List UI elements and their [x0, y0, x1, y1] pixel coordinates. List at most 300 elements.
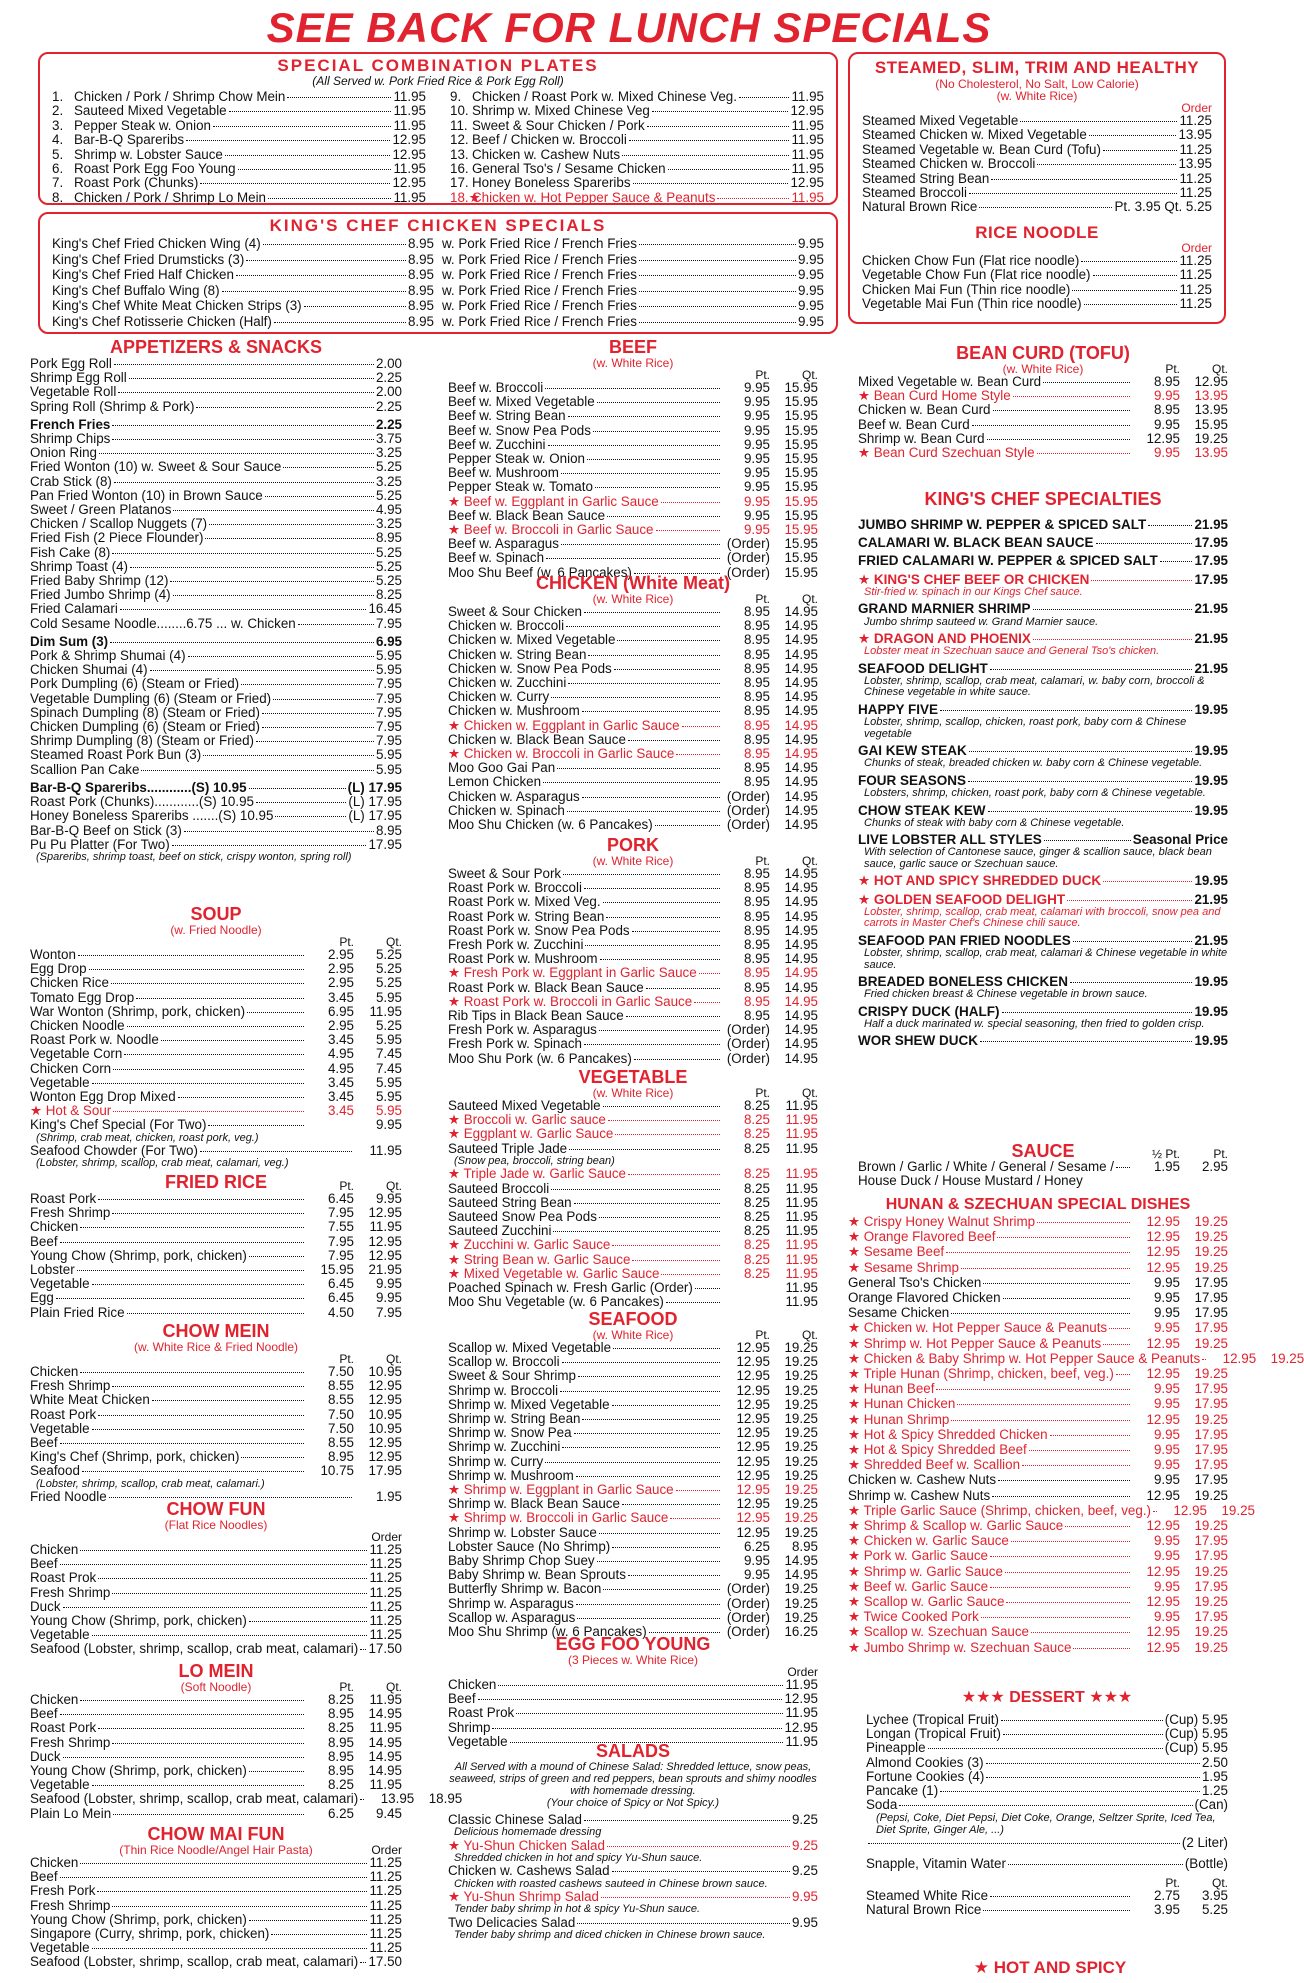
- list-item: [448, 966, 818, 980]
- kings-chicken-list: [48, 235, 828, 331]
- dot-leader: [1044, 840, 1131, 841]
- item-name: Pan Fried Wonton (10) in Brown Sauce: [30, 487, 263, 503]
- list-item: [30, 1955, 402, 1969]
- list-item: [30, 1291, 402, 1305]
- item-name: Bar-B-Q Beef on Stick (3): [30, 822, 182, 838]
- item-name: Beef / Chicken w. Broccoli: [472, 132, 627, 148]
- dot-leader: [543, 782, 720, 783]
- list-item: [450, 191, 824, 205]
- dot-leader: [998, 1480, 1130, 1481]
- item-base: [52, 267, 434, 283]
- kings-soup-note: (Shrimp, crab meat, chicken, roast pork, veg.): [36, 1131, 259, 1144]
- item-price: 7.95: [375, 690, 402, 706]
- item-price-qt: 21.95: [368, 1262, 402, 1278]
- dot-leader: [983, 1283, 1130, 1284]
- dot-leader: [56, 1298, 304, 1299]
- dot-leader: [1033, 639, 1193, 640]
- item-name: ★ HOT AND SPICY SHREDDED DUCK: [858, 873, 1102, 889]
- item-price-pt: 8.95: [743, 774, 770, 790]
- item-price-qt: 15.95: [784, 536, 818, 552]
- list-item: [448, 1355, 818, 1369]
- pork-pt-header: Pt.: [755, 854, 770, 868]
- item-price-qt: 14.95: [784, 632, 818, 648]
- dot-leader: [647, 126, 790, 127]
- item-price: 2.25: [375, 416, 402, 432]
- dot-leader: [987, 439, 1130, 440]
- item-price-pt: 8.95: [743, 908, 770, 924]
- dot-leader: [1073, 941, 1193, 942]
- specialty-item: [858, 553, 1228, 568]
- item-price-pt: 9.95: [1153, 1426, 1180, 1442]
- item-price: 8.95: [407, 251, 434, 267]
- list-item: [448, 1253, 818, 1267]
- item-price-pt: 9.95: [1153, 445, 1180, 461]
- list-item: [30, 1856, 402, 1870]
- item-price-pt: 8.25: [743, 1126, 770, 1142]
- item-price-qt: 5.95: [375, 1103, 402, 1119]
- item-price-qt: 14.95: [784, 788, 818, 804]
- combination-plates-subtitle: (All Served w. Pork Fried Rice & Pork Egg Roll): [312, 74, 564, 88]
- item-name: ★ Triple Garlic Sauce (Shrimp, chicken, beef, veg.): [848, 1502, 1151, 1518]
- list-item: [848, 1457, 1228, 1472]
- item-price-pt: 8.95: [743, 993, 770, 1009]
- list-item: [30, 560, 402, 574]
- item-name: SEAFOOD DELIGHT: [858, 660, 988, 676]
- dot-leader: [670, 1518, 720, 1519]
- list-item: [448, 952, 818, 966]
- item-name: Vegetable Chow Fun (Flat rice noodle): [862, 267, 1091, 283]
- item-price-qt: 14.95: [784, 866, 818, 881]
- item-price: 21.95: [1194, 601, 1228, 617]
- item-base: [52, 236, 434, 252]
- item-price-qt: 12.95: [368, 1392, 402, 1408]
- item-price: 6.95: [375, 633, 402, 649]
- item-price-qt: 14.95: [784, 774, 818, 790]
- pupu-note: (Spareribs, shrimp toast, beef on stick, crispy wonton, spring roll): [36, 850, 352, 863]
- item-name: War Wonton (Shrimp, pork, chicken): [30, 1003, 246, 1019]
- item-with: [442, 298, 824, 314]
- item-name: Poached Spinach w. Fresh Garlic (Order): [448, 1279, 693, 1295]
- soup-list: [30, 948, 402, 1133]
- item-price-qt: 14.95: [784, 1553, 818, 1569]
- item-name: King's Chef Rotisserie Chicken (Half): [52, 313, 272, 329]
- item-price-qt: 19.25: [1270, 1350, 1304, 1366]
- list-item: [30, 781, 402, 795]
- item-base: [52, 252, 434, 268]
- item-name: Shrimp Dumpling (8) (Steam or Fried): [30, 733, 254, 749]
- dot-leader: [186, 140, 390, 141]
- item-price: 11.95: [393, 89, 426, 104]
- item-price-pt: 9.95: [743, 422, 770, 438]
- item-price-qt: 14.95: [784, 1036, 818, 1052]
- item-price-qt: 16.25: [784, 1624, 818, 1640]
- list-item: [858, 873, 1228, 888]
- item-name: Honey Boneless Spareribs: [472, 175, 631, 191]
- list-item: [448, 605, 818, 619]
- dot-leader: [639, 291, 796, 292]
- item-name: Chicken: [30, 1855, 79, 1870]
- list-item: [866, 1903, 1228, 1917]
- kings-specialties-section: [858, 490, 1228, 1052]
- item-name: Beef: [30, 1706, 58, 1722]
- item-price-pt: 12.95: [736, 1482, 770, 1498]
- item-name: Pineapple: [866, 1740, 926, 1756]
- list-item: [866, 1798, 1228, 1812]
- pork-list: [448, 867, 818, 1066]
- rice-noodle-title: RICE NOODLE: [975, 222, 1099, 242]
- item-name: LIVE LOBSTER ALL STYLES: [858, 832, 1042, 848]
- item-description: Chunks of steak, breaded chicken w. baby corn & Chinese vegetable.: [864, 757, 1203, 770]
- item-name: Two Delicacies Salad: [448, 1914, 576, 1930]
- list-item: [448, 1210, 818, 1224]
- list-item: [448, 1224, 818, 1238]
- dot-leader: [588, 655, 720, 656]
- item-price-pt: 12.95: [736, 1425, 770, 1441]
- list-item: [450, 176, 824, 190]
- item-price: 21.95: [1194, 932, 1228, 948]
- item-name: Beef w. Black Bean Sauce: [448, 507, 606, 523]
- item-name: Chicken w. Cashew Nuts: [472, 146, 621, 162]
- list-item: [52, 162, 426, 176]
- list-item: [448, 395, 818, 409]
- list-item: [866, 1836, 1228, 1850]
- item-name: Chicken w. Curry: [448, 689, 550, 705]
- dot-leader: [584, 888, 720, 889]
- item-price-pt: 9.95: [743, 408, 770, 424]
- dot-leader: [80, 1700, 304, 1701]
- dot-leader: [986, 1763, 1200, 1764]
- item-price-pt: 8.95: [743, 880, 770, 896]
- list-item: [30, 824, 402, 838]
- list-item: [448, 1341, 818, 1355]
- dot-leader: [249, 1256, 304, 1257]
- dot-leader: [595, 487, 720, 488]
- item-name: Beef: [30, 1556, 58, 1572]
- item-price-qt: 12.95: [368, 1247, 402, 1263]
- item-description: Chunks of steak with baby corn & Chinese vegetable.: [864, 816, 1125, 829]
- item-price-qt: 5.25: [375, 947, 402, 962]
- item-price: 5.25: [375, 544, 402, 560]
- sauce-section: [858, 1142, 1228, 1188]
- sauce-pt-price: 2.95: [1201, 1159, 1228, 1174]
- list-item: [448, 1469, 818, 1483]
- list-item: [866, 1727, 1228, 1741]
- item-with-price: 9.95: [797, 282, 824, 298]
- item-name: Sweet & Sour Shrimp: [448, 1368, 577, 1384]
- item-price: 9.25: [791, 1837, 818, 1853]
- dot-leader: [60, 1443, 304, 1444]
- item-name: ★ Beef w. Garlic Sauce: [848, 1578, 989, 1594]
- item-name: Moo Shu Beef (w. 6 Pancakes): [448, 564, 632, 580]
- item-price-pt: 12.95: [1146, 1335, 1180, 1351]
- item-price-pt: (Order): [726, 817, 770, 833]
- dot-leader: [968, 781, 1192, 782]
- item-price-qt: 12.95: [1194, 374, 1228, 389]
- list-item: [448, 1813, 818, 1827]
- seafood-subtitle: (w. White Rice): [592, 1328, 674, 1342]
- list-item: [30, 763, 402, 777]
- dot-leader: [516, 1713, 783, 1714]
- item-name: Vegetable: [30, 1074, 90, 1090]
- bean-curd-subtitle: (w. White Rice): [1002, 362, 1084, 376]
- item-base: [52, 298, 434, 314]
- dot-leader: [209, 524, 374, 525]
- list-item: [858, 375, 1228, 389]
- fried-rice-pt-header: Pt.: [339, 1179, 354, 1193]
- item-name: ★ Shrimp w. Garlic Sauce: [848, 1563, 1003, 1579]
- dot-leader: [256, 741, 374, 742]
- item-name: Seafood (Lobster, shrimp, scallop, crab meat, calamari): [30, 1954, 359, 1970]
- item-price-pt: 3.45: [327, 1074, 354, 1090]
- item-name: ★ Shrimp & Scallop w. Garlic Sauce: [848, 1518, 1064, 1534]
- item-price-pt: 4.50: [327, 1304, 354, 1320]
- item-price: 11.25: [1179, 185, 1212, 201]
- list-item: [858, 743, 1228, 758]
- item-price-qt: 5.25: [375, 1018, 402, 1034]
- item-name: King's Chef Fried Chicken Wing (4): [52, 236, 261, 251]
- item-name: Steamed Chicken w. Broccoli: [862, 156, 1036, 172]
- item-price-pt: 12.95: [1146, 430, 1180, 446]
- dot-leader: [92, 1948, 368, 1949]
- list-item: [30, 617, 402, 631]
- list-item: [448, 537, 818, 551]
- dot-leader: [655, 825, 720, 826]
- dot-leader: [92, 1429, 304, 1430]
- dot-leader: [1003, 1734, 1163, 1735]
- dot-leader: [600, 959, 720, 960]
- dot-leader: [578, 1376, 720, 1377]
- item-price-qt: 11.95: [369, 1777, 402, 1793]
- list-item: [52, 267, 824, 283]
- dot-leader: [628, 740, 720, 741]
- item-price-pt: 7.95: [327, 1205, 354, 1221]
- list-item: [448, 1678, 818, 1692]
- item-name: Snapple, Vitamin Water: [866, 1855, 1006, 1871]
- item-price-qt: 19.25: [784, 1396, 818, 1412]
- dot-leader: [304, 306, 406, 307]
- item-price: 11.25: [369, 1940, 402, 1956]
- list-item: [30, 1408, 402, 1422]
- dot-leader: [988, 811, 1193, 812]
- list-item: [848, 1412, 1228, 1427]
- item-name: King's Chef (Shrimp, pork, chicken): [30, 1449, 240, 1465]
- chow-fun-subtitle: (Flat Rice Noodles): [164, 1518, 268, 1532]
- item-price: 8.25: [375, 587, 402, 603]
- item-price-qt: 15.95: [784, 465, 818, 481]
- item-name: Fried Jumbo Shrimp (4): [30, 587, 171, 603]
- list-item: [858, 432, 1228, 446]
- dot-leader: [979, 207, 1112, 208]
- dot-leader: [152, 1400, 304, 1401]
- item-price-pt: 7.55: [327, 1219, 354, 1235]
- list-item: [848, 1488, 1228, 1503]
- item-name: Chicken w. String Bean: [448, 646, 587, 662]
- item-price-qt: 11.95: [785, 1294, 818, 1310]
- item-price-qt: 12.95: [368, 1378, 402, 1394]
- list-item: [450, 148, 824, 162]
- specialty-item: [858, 601, 1228, 628]
- item-name: Shrimp w. Broccoli: [448, 1382, 559, 1398]
- chow-fun-section: [30, 1500, 402, 1657]
- item-price-pt: 12.95: [1146, 1259, 1180, 1275]
- chow-mai-fun-subtitle: (Thin Rice Noodle/Angel Hair Pasta): [119, 1843, 313, 1857]
- dot-leader: [629, 140, 790, 141]
- item-price-pt: 8.95: [743, 746, 770, 762]
- item-price-pt: 9.95: [1153, 1290, 1180, 1306]
- dot-leader: [249, 1771, 304, 1772]
- item-price-pt: 9.95: [1153, 1305, 1180, 1321]
- item-name: Pork Dumpling (6) (Steam or Fried): [30, 676, 240, 692]
- item-price-qt: 19.25: [784, 1354, 818, 1370]
- egg-foo-young-section: [448, 1635, 818, 1749]
- chow-mein-subtitle: (w. White Rice & Fried Noodle): [133, 1340, 299, 1354]
- specialty-item: [858, 1004, 1228, 1031]
- dot-leader: [129, 378, 374, 379]
- item-price-pt: 8.95: [743, 703, 770, 719]
- dot-leader: [178, 1097, 304, 1098]
- item-price-pt: 9.95: [743, 1567, 770, 1583]
- item-description: Tender baby shrimp in hot & spicy Yu-Shun sauce.: [454, 1903, 701, 1916]
- item-price: 9.25: [791, 1812, 818, 1827]
- dot-leader: [360, 1962, 366, 1963]
- list-item: [848, 1564, 1228, 1579]
- item-name: Vegetable: [30, 1420, 90, 1436]
- list-item: [858, 553, 1228, 568]
- item-price-qt: 10.95: [368, 1420, 402, 1436]
- list-item: [30, 1450, 402, 1464]
- list-item: [448, 381, 818, 395]
- item-price-pt: 12.95: [1146, 1624, 1180, 1640]
- dot-leader: [676, 754, 720, 755]
- item-name: Pepper Steak w. Onion: [448, 451, 585, 467]
- pork-section: [448, 836, 818, 1066]
- item-price: 5.95: [375, 747, 402, 763]
- list-item: [448, 747, 818, 761]
- sauce-pt-header: Pt.: [1213, 1147, 1228, 1161]
- item-number: 13.: [450, 146, 469, 162]
- item-name: Seafood: [30, 1463, 80, 1479]
- dot-leader: [249, 788, 346, 789]
- beef-section: [448, 338, 818, 580]
- item-name: Chicken / Pork / Shrimp Chow Mein: [74, 89, 286, 104]
- dot-leader: [682, 726, 720, 727]
- list-item: [30, 432, 402, 446]
- item-price-pt: (Order): [726, 1036, 770, 1052]
- item-price-qt: 19.25: [784, 1609, 818, 1625]
- item-price: 8.95: [407, 282, 434, 298]
- item-price-pt: 8.25: [743, 1208, 770, 1224]
- item-price-qt: 14.95: [784, 703, 818, 719]
- item-price-qt: 11.95: [785, 1223, 818, 1239]
- dot-leader: [990, 1556, 1130, 1557]
- dot-leader: [980, 1041, 1192, 1042]
- item-price-qt: 17.95: [1194, 1578, 1228, 1594]
- item-name: ★ Yu-Shun Shrimp Salad: [448, 1889, 599, 1905]
- item-price-qt: 15.95: [784, 564, 818, 580]
- item-name: ★ Jumbo Shrimp w. Szechuan Sauce: [848, 1639, 1072, 1655]
- list-item: [30, 531, 402, 545]
- pork-qt-header: Qt.: [801, 854, 818, 868]
- item-price-pt: 2.95: [327, 947, 354, 962]
- list-item: [30, 1628, 402, 1642]
- list-item: [848, 1366, 1228, 1381]
- item-description: Shredded chicken in hot and spicy Yu-Shun sauce.: [454, 1851, 703, 1864]
- list-item: [30, 1104, 402, 1118]
- dot-leader: [80, 1227, 304, 1228]
- item-price: 13.95: [1178, 156, 1212, 172]
- item-name: ★ DRAGON AND PHOENIX: [858, 631, 1031, 647]
- list-item: [862, 297, 1212, 311]
- item-price-pt: 8.25: [743, 1112, 770, 1128]
- dot-leader: [613, 1348, 720, 1349]
- list-item: [448, 775, 818, 789]
- dot-leader: [111, 983, 304, 984]
- item-price-qt: 17.95: [1194, 1320, 1228, 1336]
- list-item: [858, 1033, 1228, 1048]
- item-price-qt: 17.95: [1194, 1457, 1228, 1473]
- dot-leader: [200, 183, 390, 184]
- item-price-pt: 8.25: [743, 1265, 770, 1281]
- list-item: [30, 976, 402, 990]
- item-name: Roast Pork w. String Bean: [448, 908, 605, 924]
- dot-leader: [498, 1685, 783, 1686]
- specialty-item: [858, 535, 1228, 550]
- item-price-qt: 19.25: [784, 1581, 818, 1597]
- dot-leader: [561, 544, 720, 545]
- item-price: 5.25: [375, 487, 402, 503]
- item-base: [52, 283, 434, 299]
- dot-leader: [77, 1270, 304, 1271]
- list-item: [862, 254, 1212, 268]
- item-name: Beef: [448, 1691, 476, 1707]
- dot-leader: [656, 530, 720, 531]
- combination-plates-title: SPECIAL COMBINATION PLATES: [277, 56, 599, 75]
- item-price-qt: 19.25: [1194, 1214, 1228, 1229]
- list-item: [30, 1422, 402, 1436]
- item-price-pt: 12.95: [736, 1382, 770, 1398]
- list-item: [866, 1770, 1228, 1784]
- item-price-qt: 14.95: [784, 618, 818, 634]
- list-item: [448, 1839, 818, 1853]
- item-price-pt: 6.45: [327, 1191, 354, 1206]
- list-item: [30, 1393, 402, 1407]
- list-item: [866, 1741, 1228, 1755]
- dot-leader: [551, 1189, 720, 1190]
- item-price-pt: 7.50: [327, 1364, 354, 1379]
- item-price-pt: 8.55: [327, 1378, 354, 1394]
- item-price-qt: 14.95: [368, 1706, 402, 1722]
- item-with: [442, 236, 824, 252]
- item-name: Onion Ring: [30, 445, 97, 461]
- item-description: Stir-fried w. spinach in our Kings Chef sauce.: [864, 585, 1083, 598]
- dot-leader: [1033, 609, 1193, 610]
- dot-leader: [112, 1743, 304, 1744]
- lo-mein-pt-header: Pt.: [339, 1680, 354, 1694]
- item-number: 2.: [52, 103, 64, 119]
- item-price-qt: 11.95: [785, 1194, 818, 1210]
- pork-title: PORK: [606, 835, 659, 855]
- item-price: 5.95: [375, 761, 402, 777]
- item-name: ★ Hot & Spicy Shredded Beef: [848, 1442, 1027, 1458]
- item-with-name: w. Pork Fried Rice / French Fries: [442, 236, 637, 251]
- dot-leader: [568, 416, 720, 417]
- item-price-qt: 19.25: [1194, 1624, 1228, 1640]
- dot-leader: [1091, 580, 1192, 581]
- item-price-qt: 11.95: [785, 1140, 818, 1156]
- item-name: Lobster Sauce (No Shrimp): [448, 1538, 611, 1554]
- item-name: Egg Drop: [30, 961, 87, 977]
- list-item: [858, 446, 1228, 460]
